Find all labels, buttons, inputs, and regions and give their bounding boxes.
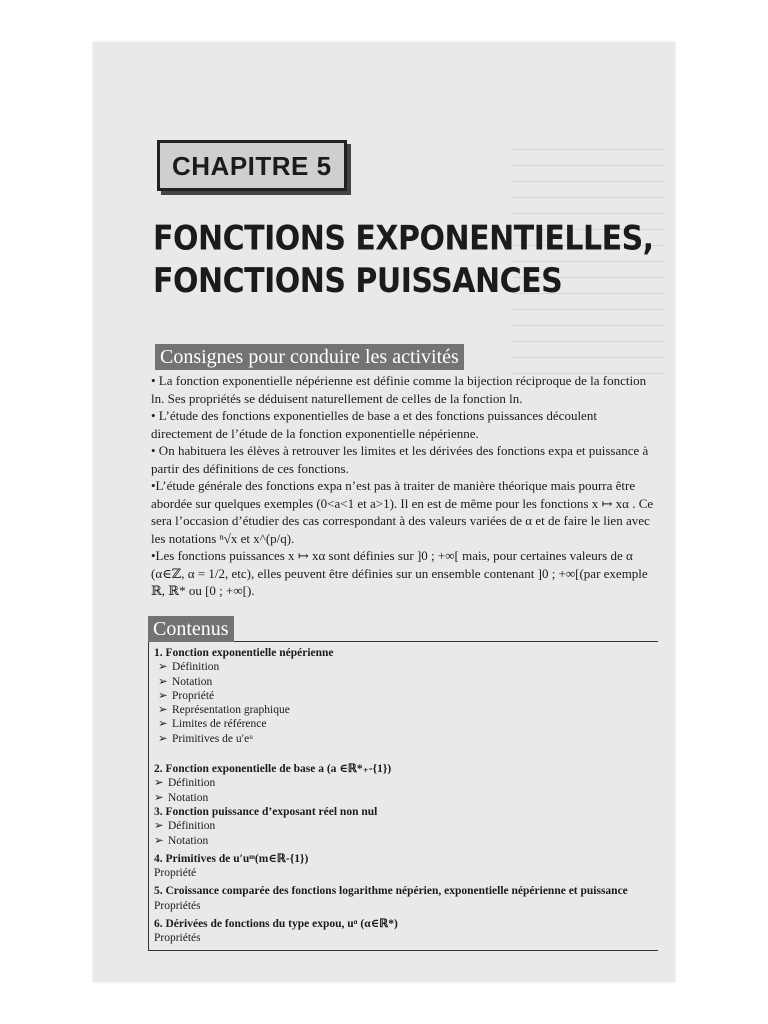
arrow-bullet-icon: ➢ [154, 834, 164, 847]
contenus-heading: Contenus [148, 616, 234, 642]
contenu-section-5-title: 5. Croissance comparée des fonctions logarithme népérien, exponentielle népérienne et puissance [154, 885, 628, 898]
arrow-bullet-icon: ➢ [158, 704, 168, 717]
consignes-section [151, 344, 661, 600]
consignes-heading: Consignes pour conduire les activités [155, 344, 464, 370]
page-title [153, 218, 673, 303]
title-line-2: FONCTIONS PUISSANCES [153, 261, 563, 301]
contenu-section-6-sub: Propriétés [154, 932, 201, 945]
consigne-paragraph-3: • On habituera les élèves à retrouver les limites et les dérivées des fonctions expa et puissance à partir des définitions de ces fonctions. [151, 443, 649, 476]
contenu-section-6-title: 6. Dérivées de fonctions du type expou, uᵅ (α∈ℝ*) [154, 918, 398, 931]
contenu-section-3-title: 3. Fonction puissance d’exposant réel non nul [154, 805, 378, 818]
contenu-section-4-title: 4. Primitives de u′uᵐ(m∈ℝ-{1}) [154, 852, 309, 865]
arrow-bullet-icon: ➢ [154, 777, 164, 790]
consigne-paragraph-4: •L’étude générale des fonctions expa n’est pas à traiter de manière théorique mais pourra être abordée sur quelques exemples (0<a<1 et a>1). Il en est de même pour les fonctions x ↦ xα . Ce sera l’occasion d’étudier des cas correspondant à des valeurs variées de α et de faire le lien avec les notations ⁿ√x et x^(p/q). [151, 478, 654, 546]
contenu-section-4-sub: Propriété [154, 867, 197, 880]
contenu-section-1-title: 1. Fonction exponentielle népérienne [154, 647, 334, 659]
consignes-text [151, 372, 661, 600]
list-item: ➢ Représentation graphique [158, 704, 290, 717]
arrow-bullet-icon: ➢ [158, 675, 168, 688]
arrow-bullet-icon: ➢ [158, 718, 168, 731]
title-line-1: FONCTIONS EXPONENTIELLES, [153, 219, 654, 259]
list-item: ➢ Définition [154, 777, 216, 790]
arrow-bullet-icon: ➢ [154, 820, 164, 833]
arrow-bullet-icon: ➢ [158, 732, 168, 745]
list-item: ➢ Primitives de u′eᵘ [158, 732, 254, 745]
scanned-page [93, 42, 675, 982]
arrow-bullet-icon: ➢ [154, 791, 164, 804]
arrow-bullet-icon: ➢ [158, 661, 168, 674]
list-item: ➢ Notation [158, 675, 213, 688]
list-item: ➢ Notation [154, 791, 209, 804]
arrow-bullet-icon: ➢ [158, 689, 168, 702]
consigne-paragraph-5: •Les fonctions puissances x ↦ xα sont définies sur ]0 ; +∞[ mais, pour certaines valeurs de α (α∈ℤ, α = 1/2, etc), elles peuvent être définies sur un ensemble contenant ]0 ; +∞[(par exemple ℝ, ℝ* ou [0 ; +∞[). [151, 548, 648, 598]
contenu-section-2-title: 2. Fonction exponentielle de base a (a ∈ℝ*₊-{1}) [154, 763, 392, 776]
contenus-box [148, 641, 658, 951]
list-item: ➢ Propriété [158, 689, 215, 702]
contenus-section [148, 616, 658, 951]
consigne-paragraph-1: • La fonction exponentielle népérienne est définie comme la bijection réciproque de la fonction ln. Ses propriétés se déduisent naturellement de celles de la fonction ln. [151, 373, 647, 406]
chapter-label: CHAPITRE 5 [157, 140, 347, 191]
contenu-section-5-sub: Propriétés [154, 899, 201, 912]
list-item: ➢ Définition [158, 661, 220, 674]
consigne-paragraph-2: • L’étude des fonctions exponentielles de base a et des fonctions puissances découlent directement de l’étude de la fonction exponentielle népérienne. [151, 408, 597, 441]
list-item: ➢ Définition [154, 820, 216, 833]
list-item: ➢ Limites de référence [158, 718, 267, 731]
list-item: ➢ Notation [154, 834, 209, 847]
